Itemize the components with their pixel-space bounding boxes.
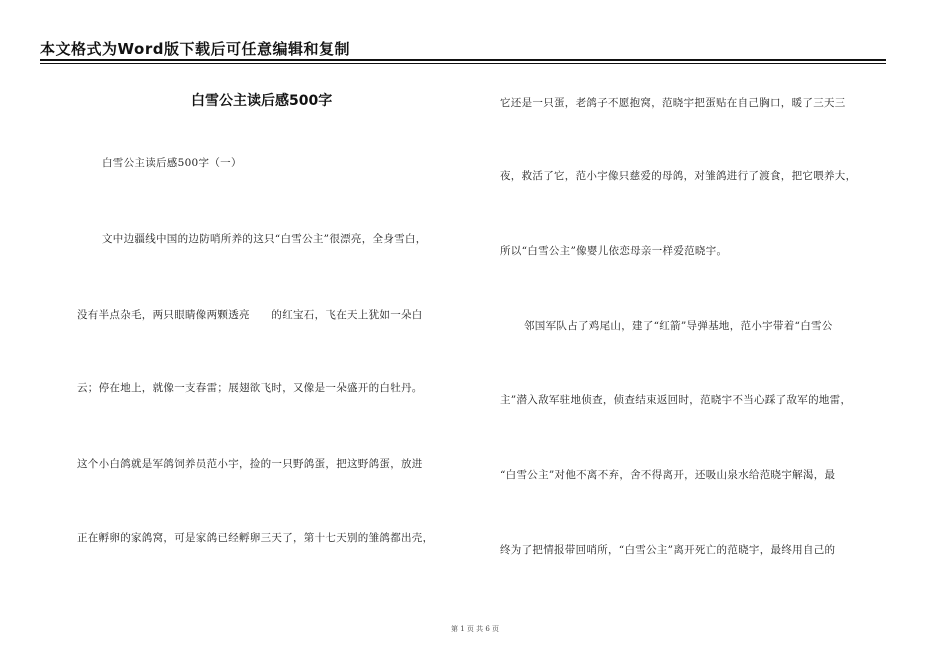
document-title: 白雪公主读后感500字 — [191, 93, 333, 109]
right-line-7: 终为了把情报带回哨所，“白雪公主”离开死亡的范晓宇，最终用自己的 — [500, 544, 836, 556]
left-line-2: 文中边疆线中国的边防哨所养的这只“白雪公主”很漂亮，全身雪白， — [102, 233, 427, 245]
right-line-5: 主”潜入敌军驻地侦查，侦查结束返回时，范晓宇不当心踩了敌军的地雷， — [500, 394, 852, 406]
left-line-3: 没有半点杂毛，两只眼睛像两颗透亮 的红宝石，飞在天上犹如一朵白 — [77, 309, 423, 321]
page-footer — [0, 624, 950, 634]
right-line-3: 所以“白雪公主”像婴儿依恋母亲一样爱范晓宇。 — [500, 245, 728, 257]
header-rule — [40, 59, 886, 61]
right-line-1: 它还是一只蛋，老鸽子不愿抱窝，范晓宇把蛋贴在自己胸口，暖了三天三 — [500, 97, 846, 109]
left-line-5: 这个小白鸽就是军鸽饲养员范小宇，捡的一只野鸽蛋，把这野鸽蛋，放进 — [77, 458, 423, 470]
right-line-6: “白雪公主”对他不离不弃，舍不得离开，还吸山泉水给范晓宇解渴，最 — [500, 469, 836, 481]
left-line-4: 云；停在地上，就像一支春雷；展翅欲飞时，又像是一朵盛开的白牡丹。 — [77, 382, 423, 394]
page-number-label: 第 1 页 共 6 页 — [450, 625, 500, 633]
document-header: 本文格式为Word版下载后可任意编辑和复制 — [40, 40, 350, 58]
right-line-2: 夜，救活了它，范小宇像只慈爱的母鸽，对雏鸽进行了渡食，把它喂养大， — [500, 170, 857, 182]
left-line-6: 正在孵卵的家鸽窝，可是家鸽已经孵卵三天了，第十七天别的雏鸽都出壳， — [77, 532, 434, 544]
right-line-4: 邻国军队占了鸡尾山，建了“红箭”导弹基地，范小宇带着“白雪公 — [524, 320, 833, 332]
header-rule-thin — [40, 63, 886, 64]
left-line-1: 白雪公主读后感500字（一） — [102, 157, 242, 169]
